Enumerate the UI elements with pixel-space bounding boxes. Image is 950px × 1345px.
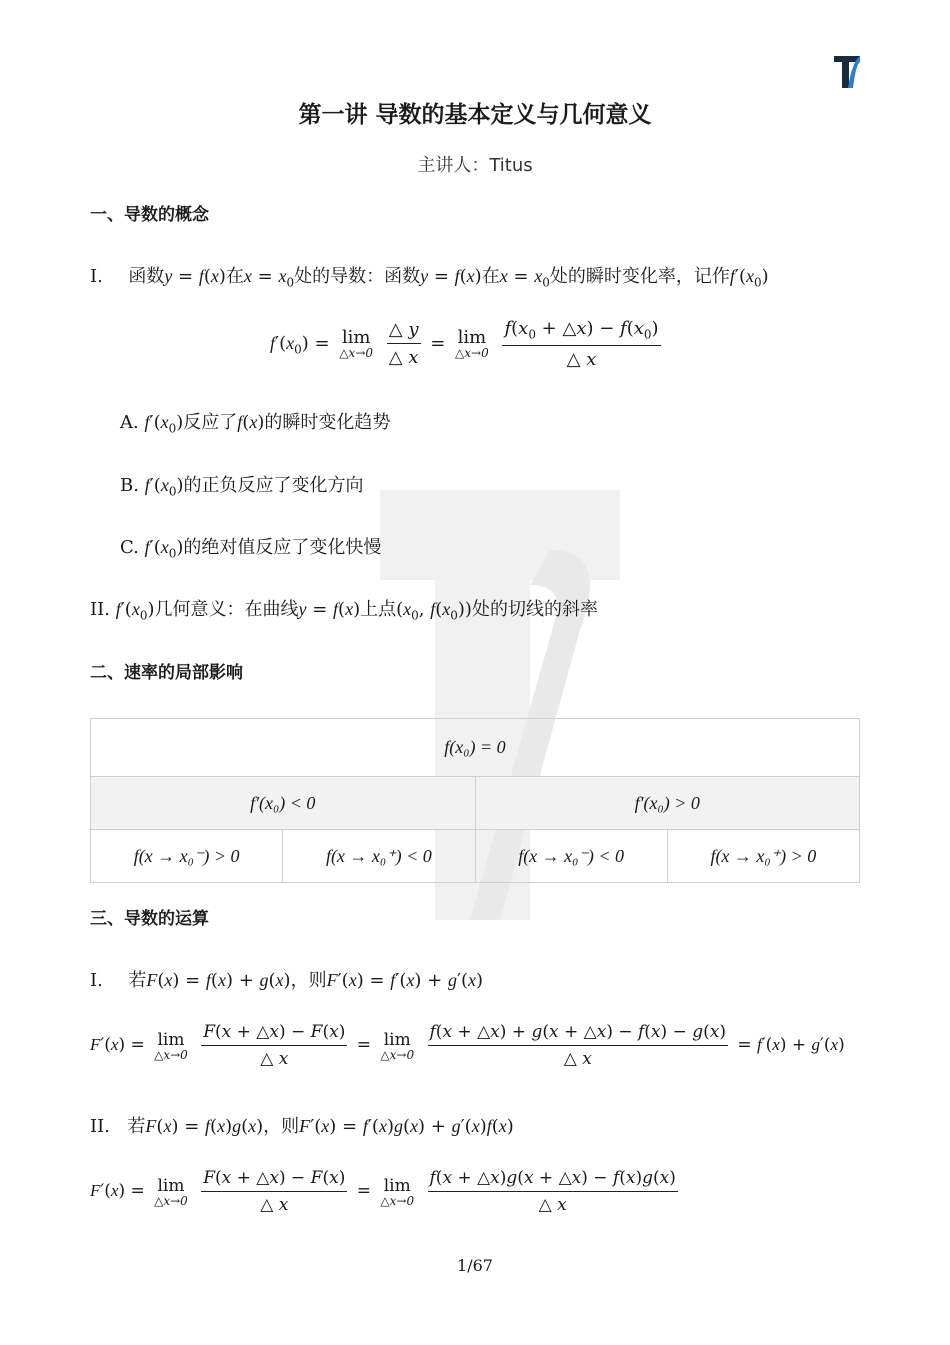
table-left-head: f′(x₀) < 0 [91, 777, 476, 830]
item-a: A. $f'(x_0)$反应了f(x)的瞬时变化趋势 [120, 412, 391, 436]
page-title: 第一讲 导数的基本定义与几何意义 [298, 102, 652, 128]
table-cell: f(x → x₀⁺) > 0 [667, 830, 859, 883]
table-cell: f(x → x₀⁻) > 0 [91, 830, 283, 883]
product-rule-derivation: F′(x) = lim △x→0 $\frac{F(x + \triangle x) - F(x)}{\triangle x}$ = lim △x→0 $\frac{f(x + \triangle x)g(x + \triangle x) - f(x)g(x)}{\triangle x}$ [90, 1168, 676, 1215]
section-heading-1: 一、导数的概念 [90, 205, 209, 225]
table-cell: f(x → x₀⁻) < 0 [475, 830, 667, 883]
item-c: C. $f'(x_0)$的绝对值反应了变化快慢 [120, 537, 382, 561]
derivative-formula: $f'(x_0) = \lim$ △x→0 $\frac{\triangle y}{\triangle x}$ = lim △x→0 $\frac{f(x_0 + \triangle x) - f(x_0)}{\triangle x}$ [270, 318, 659, 370]
rate-table [90, 718, 860, 883]
geometric-meaning: II. $f'(x_0)$几何意义：在曲线y = f(x)上点($x_0$, $f(x_0)$)处的切线的斜率 [90, 599, 598, 623]
table-top-cell: f(x₀) = 0 [91, 719, 860, 777]
definition-line: I. 函数y = f(x)在$x = x_0$处的导数：函数y = f(x)在$x = x_0$处的瞬时变化率，记作$f'(x_0)$ [90, 266, 769, 290]
item-b: B. $f'(x_0)$的正负反应了变化方向 [120, 475, 364, 499]
speaker: 主讲人：Titus [417, 155, 533, 176]
page-number: 1/67 [457, 1256, 493, 1275]
table-right-head: f′(x₀) > 0 [475, 777, 860, 830]
logo-icon [834, 56, 862, 88]
table-cell: f(x → x₀⁺) < 0 [283, 830, 475, 883]
section-heading-2: 二、速率的局部影响 [90, 663, 243, 683]
section-heading-3: 三、导数的运算 [90, 909, 209, 929]
product-rule: II. 若F(x) = f(x)g(x)，则F′(x) = f′(x)g(x) + g′(x)f(x) [90, 1116, 514, 1137]
sum-rule-derivation: F′(x) = lim △x→0 $\frac{F(x + \triangle x) - F(x)}{\triangle x}$ = lim △x→0 $\frac{f(x + \triangle x) + g(x + \triangle x) - f(x) - g(x)}{\triangle x}$ = f′(x) + g′(x) [90, 1022, 845, 1069]
sum-rule: I. 若F(x) = f(x) + g(x)，则F′(x) = f′(x) + g′(x) [90, 970, 484, 991]
